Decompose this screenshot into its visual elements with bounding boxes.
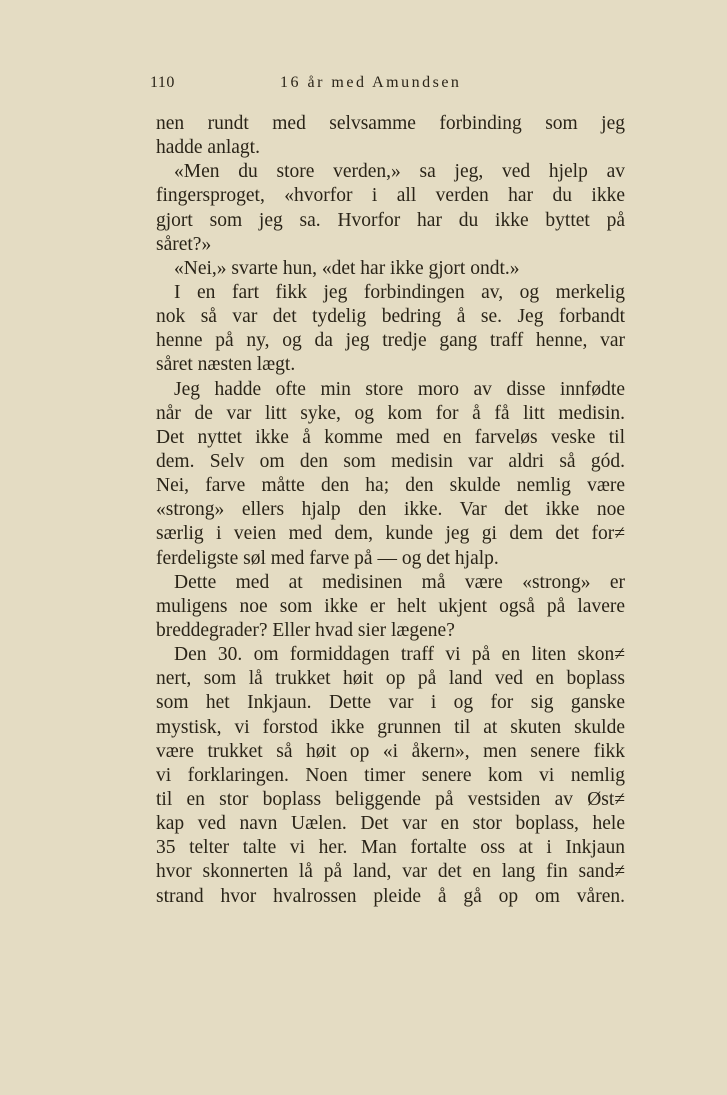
text-line: Dette med at medisinen må være «strong» er bbox=[174, 571, 625, 593]
body-text bbox=[156, 112, 625, 909]
text-line: Nei, farve måtte den ha; den skulde nemlig være bbox=[156, 475, 625, 497]
text-line: 35 telter talte vi her. Man fortalte oss at i Inkjaun bbox=[156, 837, 625, 859]
text-line: til en stor boplass beliggende på vestsiden av Øst≠ bbox=[156, 788, 625, 810]
text-line: mystisk, vi forstod ikke grunnen til at skuten skulde bbox=[156, 716, 625, 738]
text-line: nert, som lå trukket høit op på land ved en boplass bbox=[156, 668, 625, 690]
text-line: «Men du store verden,» sa jeg, ved hjelp av bbox=[174, 161, 625, 183]
text-line: breddegrader? Eller hvad sier lægene? bbox=[156, 619, 455, 641]
text-line: særlig i veien med dem, kunde jeg gi dem det for≠ bbox=[156, 523, 625, 545]
text-line: nen rundt med selvsamme forbinding som jeg bbox=[156, 113, 625, 134]
text-line: hvor skonnerten lå på land, var det en lang fin sand≠ bbox=[156, 861, 625, 883]
text-line: «strong» ellers hjalp den ikke. Var det ikke noe bbox=[156, 499, 625, 521]
text-line: være trukket så høit op «i åkern», men senere fikk bbox=[156, 740, 625, 762]
text-line: I en fart fikk jeg forbindingen av, og merkelig bbox=[174, 281, 625, 303]
text-line: vi forklaringen. Noen timer senere kom vi nemlig bbox=[156, 764, 625, 786]
text-line: nok så var det tydelig bedring å se. Jeg forbandt bbox=[156, 306, 625, 328]
text-line: fingersproget, «hvorfor i all verden har du ikke bbox=[156, 185, 625, 207]
text-line: Jeg hadde ofte min store moro av disse innfødte bbox=[174, 378, 625, 400]
text-line: når de var litt syke, og kom for å få litt medisin. bbox=[156, 402, 625, 424]
text-line: «Nei,» svarte hun, «det har ikke gjort ondt.» bbox=[174, 257, 520, 279]
text-line: såret næsten lægt. bbox=[156, 354, 296, 376]
text-line: muligens noe som ikke er helt ukjent også på lavere bbox=[156, 595, 625, 617]
text-line: strand hvor hvalrossen pleide å gå op om våren. bbox=[156, 885, 625, 907]
text-line: Den 30. om formiddagen traff vi på en liten skon≠ bbox=[174, 644, 625, 666]
running-head bbox=[150, 74, 632, 98]
text-line: såret?» bbox=[156, 233, 212, 255]
text-line: gjort som jeg sa. Hvorfor har du ikke byttet på bbox=[156, 209, 625, 231]
text-line: som het Inkjaun. Dette var i og for sig ganske bbox=[156, 692, 625, 714]
text-line: henne på ny, og da jeg tredje gang traff henne, var bbox=[156, 330, 625, 352]
running-title: 16 år med Amundsen bbox=[280, 74, 462, 91]
text-line: dem. Selv om den som medisin var aldri så gód. bbox=[156, 450, 625, 472]
page-number: 110 bbox=[150, 74, 175, 91]
text-line: kap ved navn Uælen. Det var en stor boplass, hele bbox=[156, 813, 625, 835]
text-line: hadde anlagt. bbox=[156, 137, 260, 159]
text-line: Det nyttet ikke å komme med en farveløs veske til bbox=[156, 426, 625, 448]
text-line: ferdeligste søl med farve på — og det hjalp. bbox=[156, 547, 499, 569]
